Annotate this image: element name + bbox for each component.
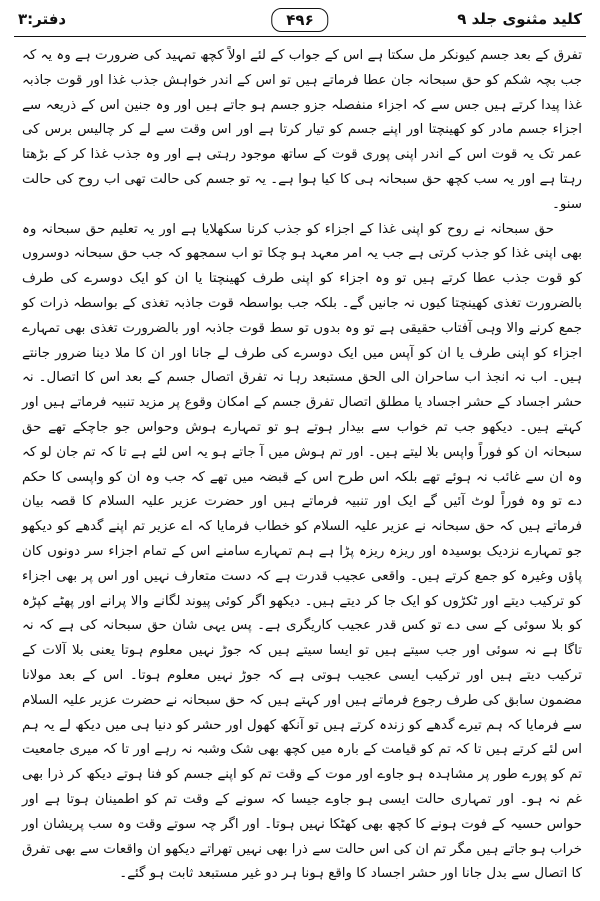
book-title: کلید مثنوی جلد ۹ — [457, 10, 582, 28]
volume-label: دفتر:۳ — [18, 10, 67, 28]
page-body — [22, 44, 582, 887]
page-header — [14, 8, 586, 34]
header-divider — [14, 36, 586, 37]
paragraph-2: حق سبحانہ نے روح کو اپنی غذا کے اجزاء کو جذب کرنا سکھلایا ہے اور یہ تعلیم حق سبحانہ وہ بھی اپنی غذا کو جذب کرتی ہے جب یہ امر معہد ہو چکا تو اب سمجھو کہ جب حق سبحانہ دوسروں کو قوت جذب عطا کرتے ہیں تو وہ اجزاء کو اپنی طرف کھینچتا یا ان کو ایک دوسرے کی طرف بالضرورت تغذی کھینچتا کیوں نہ جانیں گے۔ بلکہ جب بواسطہ قوت جاذبہ تغذی کے بواسطہ ذرات کو جمع کرنے والا وہی آفتاب حقیقی ہے تو وہ بدوں تو سط قوت جاذبہ اور بالضرورت تغذی بھی تمہارے اجزاء کو اپنی طرف یا ان کو آپس میں ایک دوسرے کی طرف لے جانا اور ان کا ملا دینا ضرور جانتے ہیں۔ اب نہ انجذ اب ساحران الی الحق مستبعد رہا نہ تفرق اتصال جسم کے بعد اس کا اتصال۔ نہ حشر اجساد کے حشر اجساد یا مطلق اتصال تفرق جسم کے امکان وقوع پر مزید تنبیہ فرماتے ہیں اور کہتے ہیں۔ دیکھو جب تم خواب سے بیدار ہوتے ہو تو تمہارے ہوش وحواس جو جاچکے تھے حق سبحانہ ان کو فوراً واپس بلا لیتے ہیں۔ اور تم ہوش میں آ جاتے ہو یہ اس لئے ہے تا کہ تم جان لو کہ وہ ان سے غائب نہ ہوئے تھے بلکہ اس طرح اس کے قبضہ میں تھے کہ جب وہ ان کو واپسی کا حکم دے تو وہ فوراً لوٹ آئیں گے ایک اور تنبیہ فرماتے ہیں اور حضرت عزیر علیہ السلام کا قصہ بیان فرماتے ہیں کہ حق سبحانہ نے عزیر علیہ السلام کو خطاب فرمایا کہ اے عزیر تم اپنے گدھے کو دیکھو جو تمہارے نزدیک بوسیدہ اور ریزہ ریزہ پڑا ہے ہم تمہارے سامنے اس کے تمام اجزاء سر دونوں کان پاؤں وغیرہ کو جمع کرتے ہیں۔ واقعی عجیب قدرت ہے کہ دست متعارف نہیں اور اس پر بھی اجزاء کو ترکیب دیتے اور ٹکڑوں کو ایک جا کر دیتے ہیں۔ دیکھو اگر کوئی پیوند لگانے والا پرانے اور پھٹے کپڑہ کو بلا سوئی کے سی دے تو کس قدر عجیب کاریگری ہے۔ پس یہی شان حق سبحانہ کی ہے کہ نہ تاگا ہے نہ سوئی اور جب سیتے ہیں تو ایسا سیتے ہیں کہ جوڑ نہیں معلوم ہوتا یعنی بلا آلات کے ترکیب دیتے ہیں اور ترکیب ایسی عجیب ہوتی ہے کہ جوڑ نہیں معلوم ہوتا۔ اس کے بعد مولانا مضمون سابق کی طرف رجوع فرماتے ہیں اور کہتے ہیں کہ حق سبحانہ نے حضرت عزیر علیہ السلام سے فرمایا کہ ہم تیرے گدھے کو زندہ کرتے ہیں تو آنکھ کھول اور حشر کو دنیا ہی میں دیکھ لے یہ ہم اس لئے کرتے ہیں تا کہ تم کو قیامت کے بارہ میں کچھ بھی شک وشبہ نہ رہے اور تا کہ میری جامعیت تم کو پورے طور پر مشاہدہ ہو جاوے اور موت کے وقت تم کو اپنے جسم کو فنا ہوتے دیکھ کر ذرا بھی غم نہ ہو۔ اور تمہاری حالت ایسی ہو جاوے جیسا کہ سونے کے وقت تم کو اطمینان ہوتا ہے اور حواس حسیہ کے فوت ہونے کا کچھ بھی کھٹکا نہیں ہوتا۔ اور اگر چہ سوتے وقت وہ سب پریشان اور خراب ہو جاتے ہیں مگر تم ان کی اس حالت سے ذرا بھی نہیں تھراتے دیکھو ان واقعات سے بھی تفرق کا اتصال سے بدل جانا اور حشر اجساد کا واقع ہونا ہر دو غیر مستبعد ثابت ہو گئے۔ — [22, 221, 582, 882]
paragraph-1: تفرق کے بعد جسم کیونکر مل سکتا ہے اس کے جواب کے لئے اولاً کچھ تمہید کی ضرورت ہے وہ یہ کہ جب بچہ شکم کو حق سبحانہ جان عطا فرماتے ہیں تو اس کے اندر خواہش جذب غذا اور قوت جاذبہ غذا پیدا کرتے ہیں جس سے کہ اجزاء منفصلہ جزو جسم ہو جاتے ہیں اور وہ جنین اس کے ذریعہ سے اجزاء جسم مادر کو کھینچتا اور اپنے جسم کو تیار کرتا ہے اور اس وقت سے لے کر چالیس برس کی عمر تک یہ قوت اس کے اندر اپنی پوری قوت کے ساتھ موجود رہتی ہے اور وہ جذب غذا کر کے بڑھتا رہتا ہے اور یہ سب کچھ حق سبحانہ ہی کا کیا ہوا ہے۔ یہ تو جسم کی حالت تھی اب روح کی حالت سنو۔ — [22, 48, 582, 212]
page-number: ۴۹۶ — [271, 8, 328, 32]
